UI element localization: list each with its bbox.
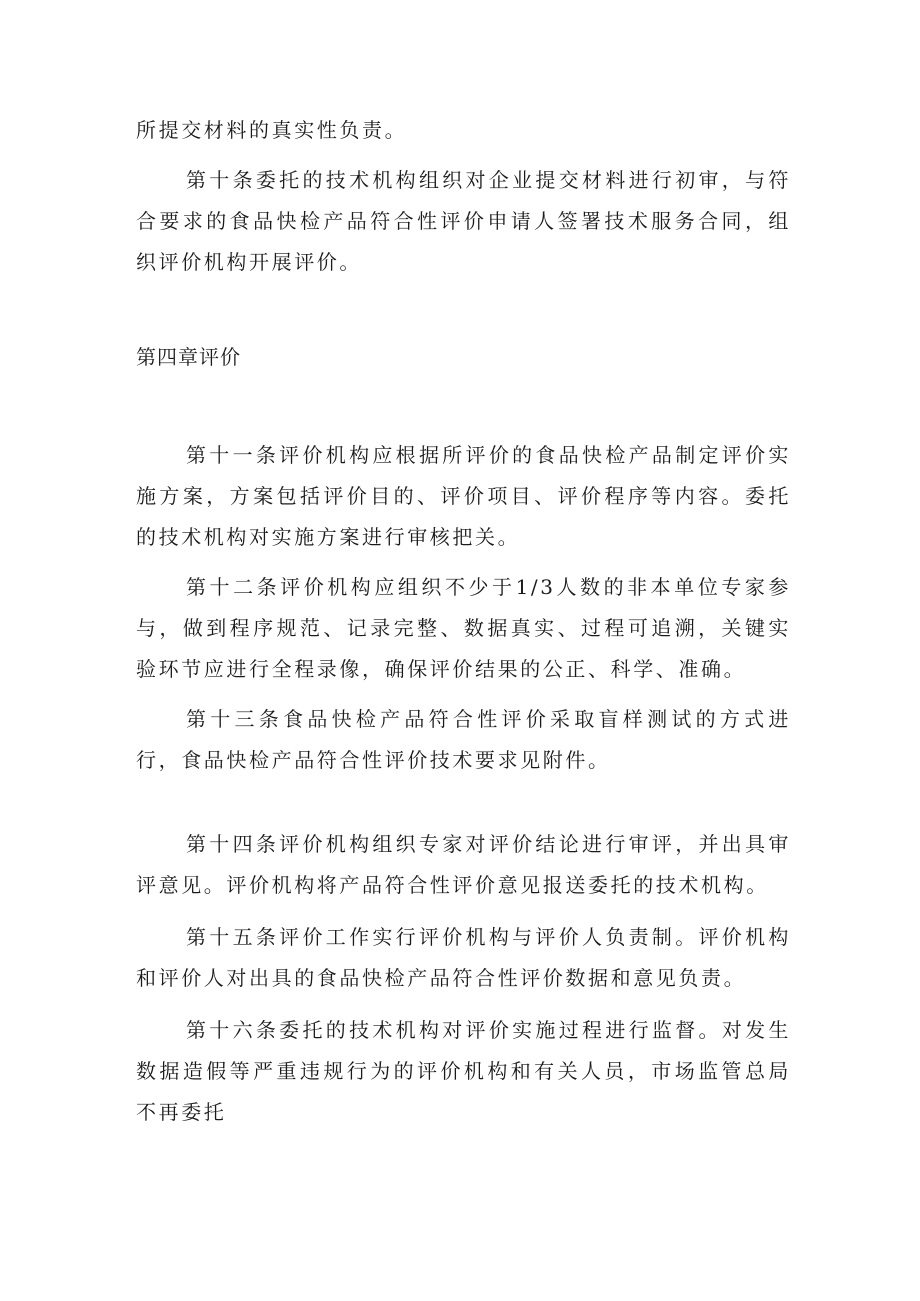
article-11: 第十一条评价机构应根据所评价的食品快检产品制定评价实施方案，方案包括评价目的、评价项目、评价程序等内容。委托的技术机构对实施方案进行审核把关。: [136, 443, 791, 549]
article-16: 第十六条委托的技术机构对评价实施过程进行监督。对发生数据造假等严重违规行为的评价机构和有关人员，市场监管总局不再委托: [136, 1018, 791, 1124]
article-15: 第十五条评价工作实行评价机构与评价人负责制。评价机构和评价人对出具的食品快检产品符合性评价数据和意见负责。: [136, 925, 791, 990]
document-body: [136, 110, 791, 1133]
article-12: 第十二条评价机构应组织不少于1/3人数的非本单位专家参与，做到程序规范、记录完整、数据真实、过程可追溯，关键实验环节应进行全程录像，确保评价结果的公正、科学、准确。: [136, 575, 791, 681]
article-10: 第十条委托的技术机构组织对企业提交材料进行初审，与符合要求的食品快检产品符合性评价申请人签署技术服务合同，组织评价机构开展评价。: [136, 168, 791, 274]
chapter-heading: 第四章评价: [136, 345, 241, 369]
article-13: 第十三条食品快检产品符合性评价采取盲样测试的方式进行，食品快检产品符合性评价技术要求见附件。: [136, 707, 791, 772]
article-14: 第十四条评价机构组织专家对评价结论进行审评，并出具审评意见。评价机构将产品符合性评价意见报送委托的技术机构。: [136, 832, 791, 897]
paragraph-continuation: 所提交材料的真实性负责。: [136, 118, 408, 142]
